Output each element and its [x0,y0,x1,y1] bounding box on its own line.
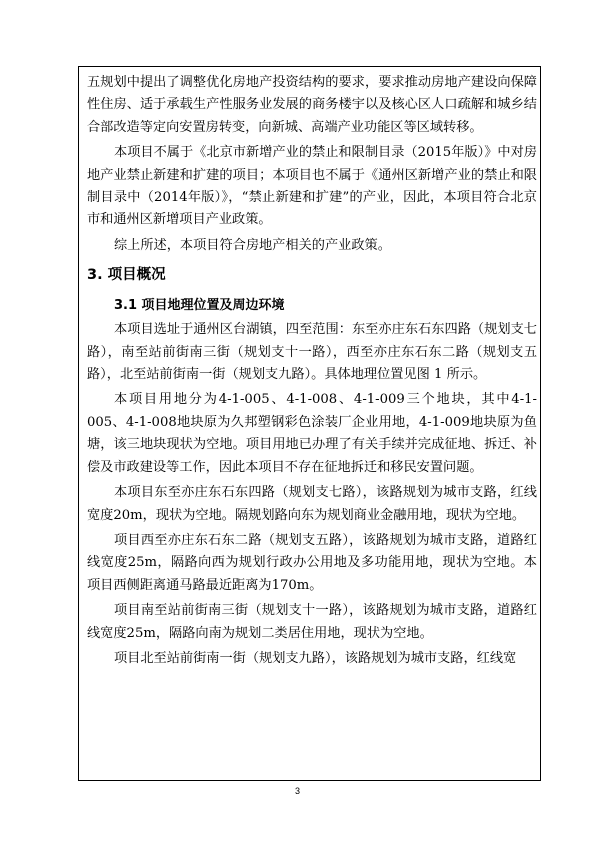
document-body [87,72,537,673]
paragraph: 项目北至站前街南一街（规划支九路），该路规划为城市支路，红线宽 [114,650,517,666]
paragraph: 本项目用地分为4-1-005、4-1-008、4-1-009三个地块，其中4-1-005、4-1-008地块原为久邦塑钢彩色涂装厂企业用地，4-1-009地块原为鱼塘，该三地块现状为空地。项目用地已办理了有关手续并完成征地、拆迁、补偿及市政建设等工作，因此本项目不存在征地拆迁和移民安置问题。 [87,392,537,475]
paragraph: 五规划中提出了调整优化房地产投资结构的要求，要求推动房地产建设向保障性住房、适于承载生产性服务业发展的商务楼宇以及核心区人口疏解和城乡结合部改造等定向安置房转变，向新城、高端产业功能区等区域转移。 [87,75,537,135]
paragraph: 本项目东至亦庄东石东四路（规划支七路），该路规划为城市支路，红线宽度20m，现状为空地。隔规划路向东为规划商业金融用地，现状为空地。 [87,485,537,523]
section-heading: 3. 项目概况 [87,267,166,284]
page-number: 3 [294,786,300,796]
paragraph: 综上所述，本项目符合房地产相关的产业政策。 [114,237,391,253]
paragraph: 本项目不属于《北京市新增产业的禁止和限制目录（2015年版）》中对房地产业禁止新建和扩建的项目；本项目也不属于《通州区新增产业的禁止和限制目录中（2014年版）》，“禁止新建和扩建”的产业，因此，本项目符合北京市和通州区新增项目产业政策。 [87,145,537,228]
paragraph: 项目西至亦庄东石东二路（规划支五路），该路规划为城市支路，道路红线宽度25m，隔路向西为规划行政办公用地及多功能用地，现状为空地。本项目西侧距离通马路最近距离为170m。 [87,532,537,593]
paragraph: 本项目选址于通州区台湖镇，四至范围：东至亦庄东石东四路（规划支七路），南至站前街南三街（规划支十一路），西至亦庄东石东二路（规划支五路），北至站前街南一街（规划支九路）。具体地理位置见图 1 所示。 [87,322,537,383]
subsection-heading: 3.1 项目地理位置及周边环境 [114,298,285,314]
paragraph: 项目南至站前街南三街（规划支十一路），该路规划为城市支路，道路红线宽度25m，隔路向南为规划二类居住用地，现状为空地。 [87,603,537,641]
